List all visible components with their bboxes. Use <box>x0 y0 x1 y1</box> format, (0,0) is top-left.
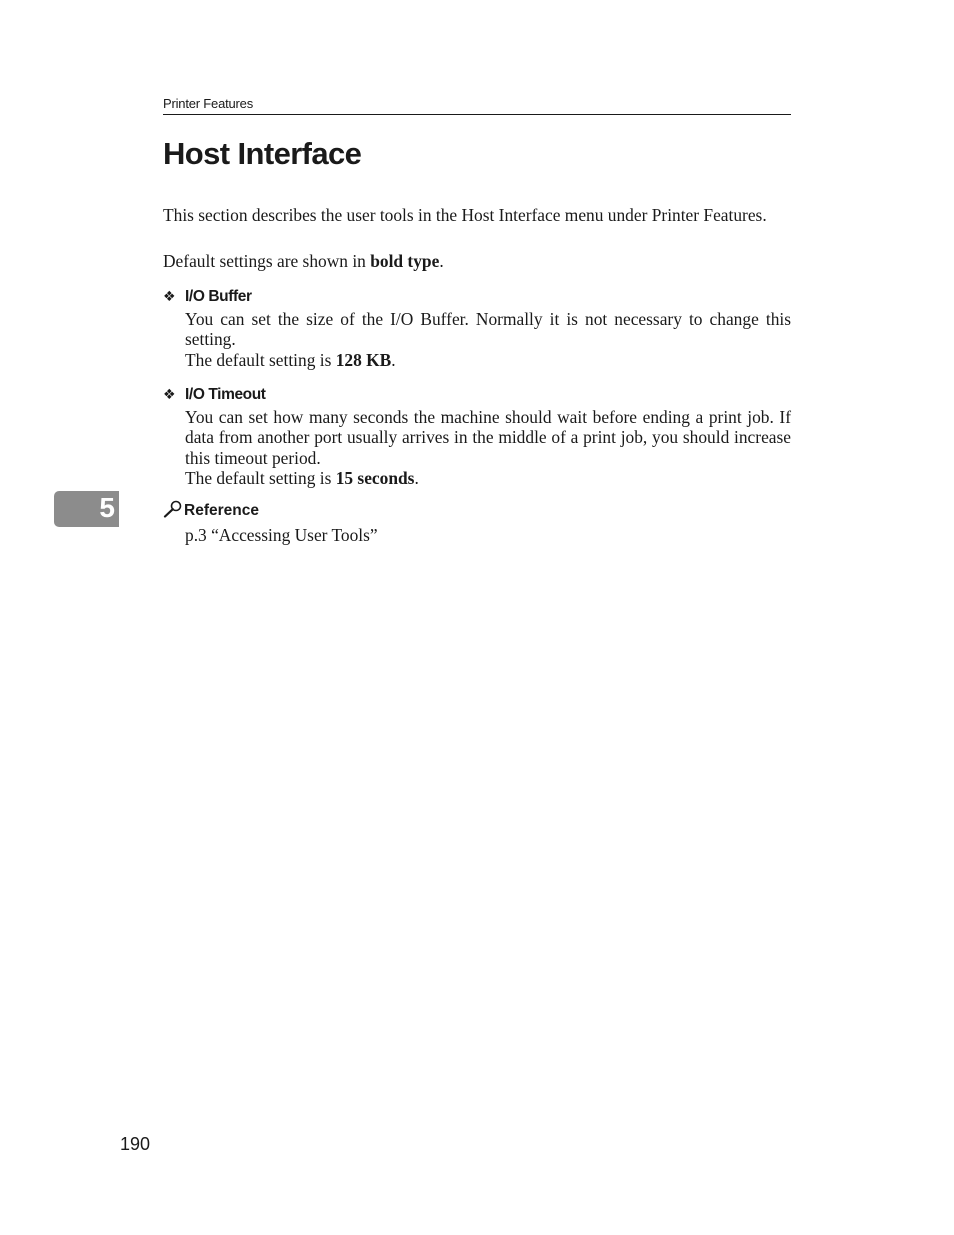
section-heading-label: I/O Timeout <box>185 386 266 403</box>
reference-link-text: p.3 “Accessing User Tools” <box>185 525 378 545</box>
section-heading-io-timeout <box>163 386 266 404</box>
default-note-prefix: Default settings are shown in <box>163 251 371 271</box>
chapter-number: 5 <box>99 492 115 523</box>
default-note-bold: bold type <box>370 251 440 271</box>
default-setting-prefix: The default setting is <box>185 349 336 370</box>
default-setting-line <box>185 350 791 370</box>
reference-heading <box>163 500 259 520</box>
chapter-tab <box>54 491 119 527</box>
intro-paragraph: This section describes the user tools in the Host Interface menu under Printer Features. <box>163 205 767 225</box>
section-body-io-buffer <box>185 309 791 370</box>
section-body-io-timeout <box>185 407 791 488</box>
page-title: Host Interface <box>163 136 362 171</box>
magnifier-icon <box>163 500 183 518</box>
default-setting-value: 15 seconds <box>335 467 415 488</box>
running-header <box>163 96 791 115</box>
default-setting-prefix: The default setting is <box>185 467 336 488</box>
running-header-title: Printer Features <box>163 96 254 111</box>
diamond-bullet-icon: ❖ <box>163 288 176 304</box>
section-description: You can set the size of the I/O Buffer. Normally it is not necessary to change this setting. <box>185 309 791 350</box>
default-setting-value: 128 KB <box>335 349 392 370</box>
page-number: 190 <box>120 1134 151 1154</box>
diamond-bullet-icon: ❖ <box>163 386 176 402</box>
default-settings-note <box>163 251 791 272</box>
default-setting-suffix: . <box>391 349 396 370</box>
default-setting-suffix: . <box>414 467 419 488</box>
section-heading-io-buffer <box>163 288 252 306</box>
section-description: You can set how many seconds the machine should wait before ending a print job. If data from another port usually arrives in the middle of a print job, you should increase this timeout period. <box>185 407 791 468</box>
section-heading-label: I/O Buffer <box>185 288 252 305</box>
default-setting-line <box>185 468 791 488</box>
reference-heading-label: Reference <box>184 502 259 519</box>
default-note-suffix: . <box>439 251 444 271</box>
